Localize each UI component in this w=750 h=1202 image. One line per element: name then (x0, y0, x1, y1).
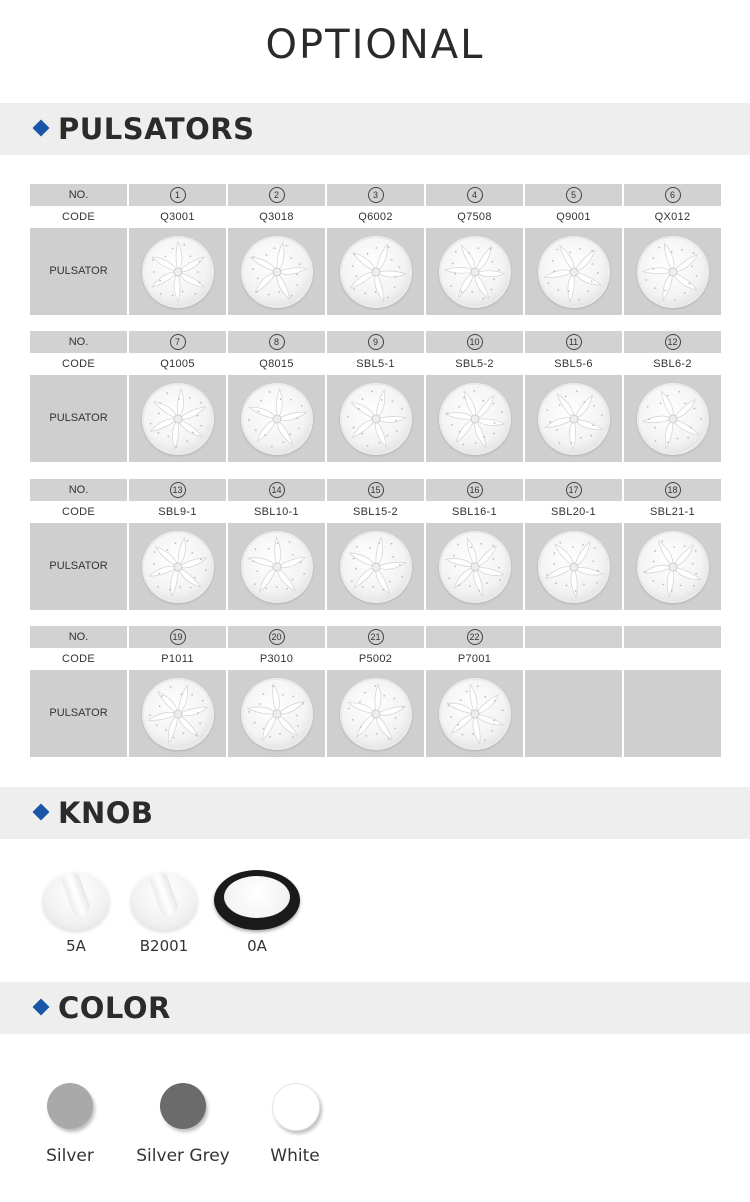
pulsator-image (142, 236, 214, 308)
color-swatch (272, 1083, 320, 1131)
item-image-cell (624, 670, 721, 757)
pulsator-image (538, 383, 610, 455)
knob-label: B2001 (139, 937, 189, 955)
pulsator-image (439, 236, 511, 308)
item-image-cell (624, 523, 721, 610)
item-number-cell (228, 331, 325, 353)
table-row-number (30, 331, 723, 353)
pulsator-image (439, 383, 511, 455)
item-image-cell (525, 523, 622, 610)
color-label: Silver (46, 1146, 94, 1166)
table-row-code (30, 206, 723, 228)
color-swatch (160, 1083, 206, 1129)
table-row-code (30, 501, 723, 523)
pulsator-image (340, 383, 412, 455)
item-number-cell (327, 184, 424, 206)
section-title: KNOB (58, 796, 154, 830)
item-number: 5 (566, 187, 582, 203)
item-code-cell: Q3018 (228, 206, 325, 228)
section-header-pulsators (0, 103, 750, 155)
item-code-cell: Q8015 (228, 353, 325, 375)
section-header-color (0, 982, 750, 1034)
pulsator-image (241, 383, 313, 455)
item-number: 8 (269, 334, 285, 350)
row-header-pulsator: PULSATOR (30, 523, 127, 610)
item-number-cell (129, 479, 226, 501)
item-number-cell (426, 184, 523, 206)
row-header-no: NO. (30, 479, 127, 501)
item-number: 19 (170, 629, 186, 645)
item-number-cell (327, 626, 424, 648)
item-number-cell (525, 479, 622, 501)
pulsator-image (340, 531, 412, 603)
item-image-cell (426, 670, 523, 757)
item-code-cell: P1011 (129, 648, 226, 670)
knob-white-icon (43, 872, 109, 930)
item-number: 21 (368, 629, 384, 645)
item-number-cell (129, 184, 226, 206)
item-image-cell (525, 670, 622, 757)
table-row-pulsator (30, 670, 723, 757)
item-image-cell (228, 670, 325, 757)
table-row-number (30, 184, 723, 206)
item-code-cell: Q7508 (426, 206, 523, 228)
color-swatch (47, 1083, 93, 1129)
item-image-cell (228, 523, 325, 610)
item-code-cell: SBL10-1 (228, 501, 325, 523)
item-number-cell (228, 184, 325, 206)
item-code-cell: SBL5-1 (327, 353, 424, 375)
item-image-cell (426, 228, 523, 315)
section-title: PULSATORS (58, 112, 255, 146)
item-number: 14 (269, 482, 285, 498)
table-row-pulsator (30, 228, 723, 315)
item-code-cell: QX012 (624, 206, 721, 228)
item-number: 6 (665, 187, 681, 203)
row-header-code: CODE (30, 353, 127, 375)
pulsator-image (241, 531, 313, 603)
item-number-cell (624, 626, 721, 648)
knob-label: 0A (247, 937, 267, 955)
item-image-cell (525, 375, 622, 462)
item-code-cell: Q6002 (327, 206, 424, 228)
item-image-cell (327, 375, 424, 462)
row-header-code: CODE (30, 206, 127, 228)
item-number: 17 (566, 482, 582, 498)
row-header-no: NO. (30, 184, 127, 206)
item-number-cell (525, 626, 622, 648)
item-number: 3 (368, 187, 384, 203)
section-header-knob (0, 787, 750, 839)
diamond-bullet-icon (33, 120, 50, 137)
table-row-number (30, 479, 723, 501)
item-number-cell (624, 479, 721, 501)
table-row-number (30, 626, 723, 648)
pulsator-table-block (30, 479, 723, 610)
row-header-pulsator: PULSATOR (30, 375, 127, 462)
item-number: 2 (269, 187, 285, 203)
pulsator-image (142, 383, 214, 455)
item-image-cell (129, 670, 226, 757)
pulsator-image (538, 236, 610, 308)
item-number: 16 (467, 482, 483, 498)
item-number-cell (228, 479, 325, 501)
item-code-cell: SBL15-2 (327, 501, 424, 523)
item-image-cell (327, 670, 424, 757)
pulsator-image (142, 678, 214, 750)
color-label: Silver Grey (136, 1146, 230, 1166)
item-number-cell (426, 626, 523, 648)
item-code-cell: Q9001 (525, 206, 622, 228)
pulsator-image (439, 678, 511, 750)
knob-item (212, 862, 302, 972)
item-code-cell: SBL5-2 (426, 353, 523, 375)
item-number-cell (525, 184, 622, 206)
row-header-no: NO. (30, 626, 127, 648)
item-number-cell (129, 331, 226, 353)
diamond-bullet-icon (33, 804, 50, 821)
pulsator-image (439, 531, 511, 603)
item-code-cell: SBL21-1 (624, 501, 721, 523)
pulsator-image (340, 678, 412, 750)
item-code-cell: Q3001 (129, 206, 226, 228)
item-number: 13 (170, 482, 186, 498)
item-number: 10 (467, 334, 483, 350)
row-header-code: CODE (30, 501, 127, 523)
item-image-cell (624, 375, 721, 462)
item-number-cell (129, 626, 226, 648)
item-number-cell (624, 184, 721, 206)
knob-white-icon (131, 872, 197, 930)
item-image-cell (525, 228, 622, 315)
item-code-cell: SBL9-1 (129, 501, 226, 523)
pulsator-image (637, 531, 709, 603)
section-title: COLOR (58, 991, 171, 1025)
knob-item (33, 862, 123, 972)
pulsator-table-block (30, 184, 723, 315)
pulsator-image (241, 236, 313, 308)
item-image-cell (426, 375, 523, 462)
table-row-pulsator (30, 375, 723, 462)
item-image-cell (129, 523, 226, 610)
item-number: 11 (566, 334, 582, 350)
row-header-code: CODE (30, 648, 127, 670)
pulsator-image (538, 531, 610, 603)
item-code-cell: SBL5-6 (525, 353, 622, 375)
item-number-cell (426, 331, 523, 353)
pulsator-image (340, 236, 412, 308)
row-header-pulsator: PULSATOR (30, 670, 127, 757)
item-image-cell (129, 228, 226, 315)
item-number: 22 (467, 629, 483, 645)
pulsator-image (241, 678, 313, 750)
item-image-cell (624, 228, 721, 315)
row-header-pulsator: PULSATOR (30, 228, 127, 315)
item-number-cell (624, 331, 721, 353)
item-number: 7 (170, 334, 186, 350)
item-image-cell (426, 523, 523, 610)
diamond-bullet-icon (33, 999, 50, 1016)
knob-item (121, 862, 211, 972)
item-code-cell (624, 648, 721, 670)
page-title: OPTIONAL (265, 22, 485, 68)
item-image-cell (327, 523, 424, 610)
item-code-cell (525, 648, 622, 670)
pulsator-table-block (30, 626, 723, 757)
item-number-cell (327, 479, 424, 501)
knob-black-ring-icon (214, 870, 300, 930)
item-code-cell: P3010 (228, 648, 325, 670)
item-image-cell (129, 375, 226, 462)
item-number: 20 (269, 629, 285, 645)
pulsator-table-block (30, 331, 723, 462)
item-code-cell: P7001 (426, 648, 523, 670)
item-number: 15 (368, 482, 384, 498)
item-number: 4 (467, 187, 483, 203)
pulsator-image (637, 383, 709, 455)
item-code-cell: SBL20-1 (525, 501, 622, 523)
pulsator-image (142, 531, 214, 603)
item-number-cell (525, 331, 622, 353)
item-image-cell (228, 228, 325, 315)
row-header-no: NO. (30, 331, 127, 353)
table-row-code (30, 353, 723, 375)
item-number: 12 (665, 334, 681, 350)
table-row-pulsator (30, 523, 723, 610)
item-number: 18 (665, 482, 681, 498)
item-code-cell: P5002 (327, 648, 424, 670)
item-image-cell (327, 228, 424, 315)
item-number: 1 (170, 187, 186, 203)
item-number-cell (228, 626, 325, 648)
pulsator-image (637, 236, 709, 308)
item-code-cell: Q1005 (129, 353, 226, 375)
knob-label: 5A (66, 937, 86, 955)
item-image-cell (228, 375, 325, 462)
item-code-cell: SBL16-1 (426, 501, 523, 523)
item-code-cell: SBL6-2 (624, 353, 721, 375)
table-row-code (30, 648, 723, 670)
item-number-cell (426, 479, 523, 501)
item-number-cell (327, 331, 424, 353)
color-label: White (270, 1146, 320, 1166)
item-number: 9 (368, 334, 384, 350)
